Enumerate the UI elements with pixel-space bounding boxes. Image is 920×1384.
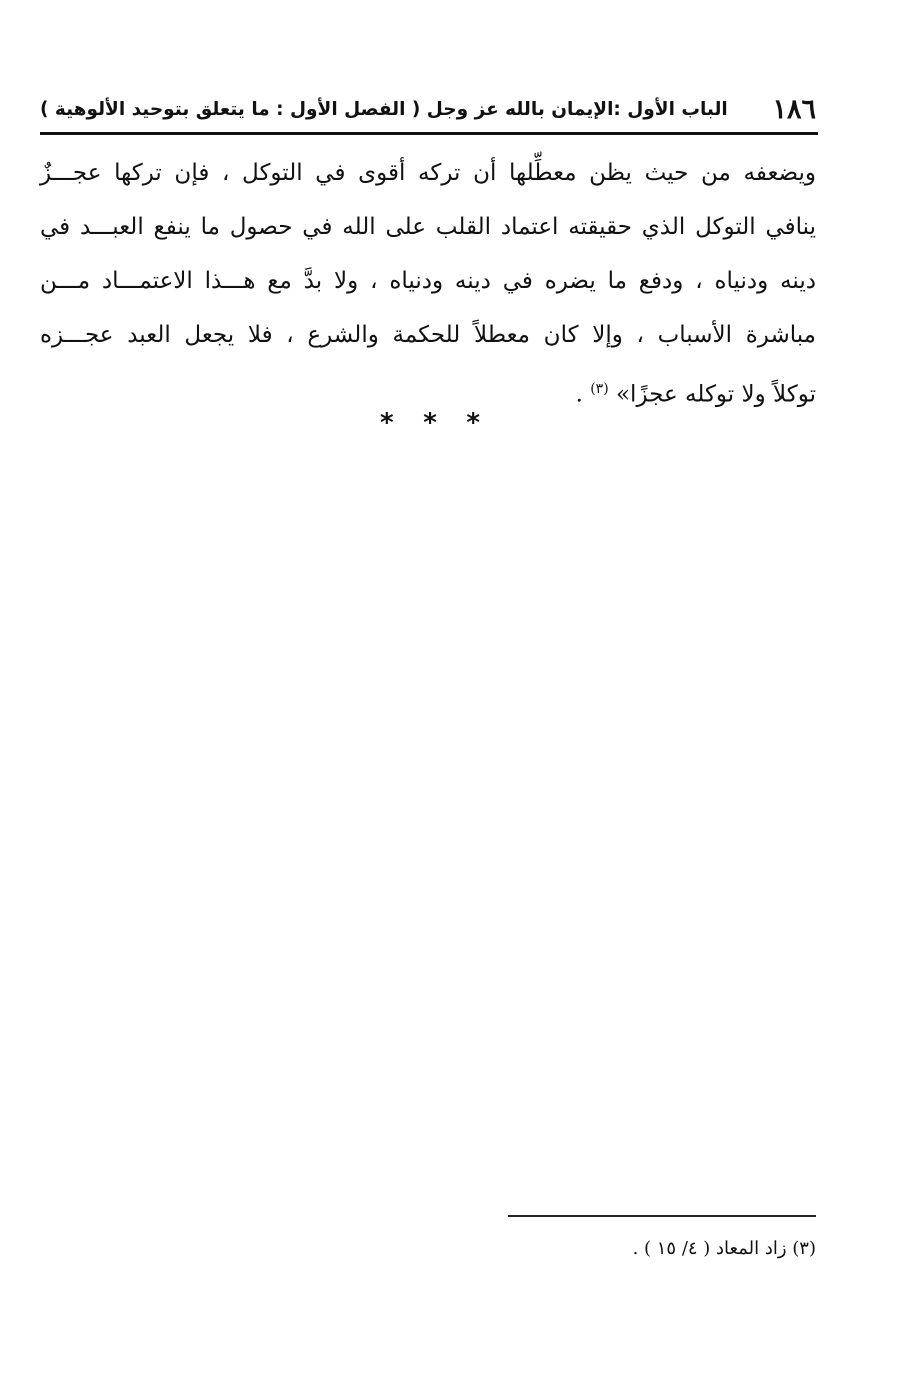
body-line: ينافي التوكل الذي حقيقته اعتماد القلب على الله في حصول ما ينفع العبـــد في [40,214,816,240]
section-separator [380,408,480,438]
body-line: دينه ودنياه ، ودفع ما يضره في دينه ودنياه ، ولا بدَّ مع هـــذا الاعتمـــاد مـــن [40,268,816,294]
running-title: الباب الأول :الإيمان بالله عز وجل ( الفصل الأول : ما يتعلق بتوحيد الألوهية ) [40,99,728,120]
body-text [40,146,816,416]
footnote-divider [508,1215,816,1217]
separator-star: * [466,408,480,438]
sentence-end: . [575,381,583,408]
page-header [40,90,816,130]
footnote-reference: (٣) [590,381,609,397]
body-line: مباشرة الأسباب ، وإلا كان معطلاً للحكمة والشرع ، فلا يجعل العبد عجـــزه [40,322,816,348]
header-divider [40,132,818,135]
separator-star: * [423,408,437,438]
footnote: (٣) زاد المعاد ( ٤/ ١٥ ) . [632,1238,816,1259]
page-number: ١٨٦ [772,94,816,125]
body-line-text: توكلاً ولا توكله عجزًا» [615,381,816,408]
body-line: ويضعفه من حيث يظن معطِّلها أن تركه أقوى في التوكل ، فإن تركها عجـــزٌ [40,160,816,186]
separator-star: * [380,408,394,438]
